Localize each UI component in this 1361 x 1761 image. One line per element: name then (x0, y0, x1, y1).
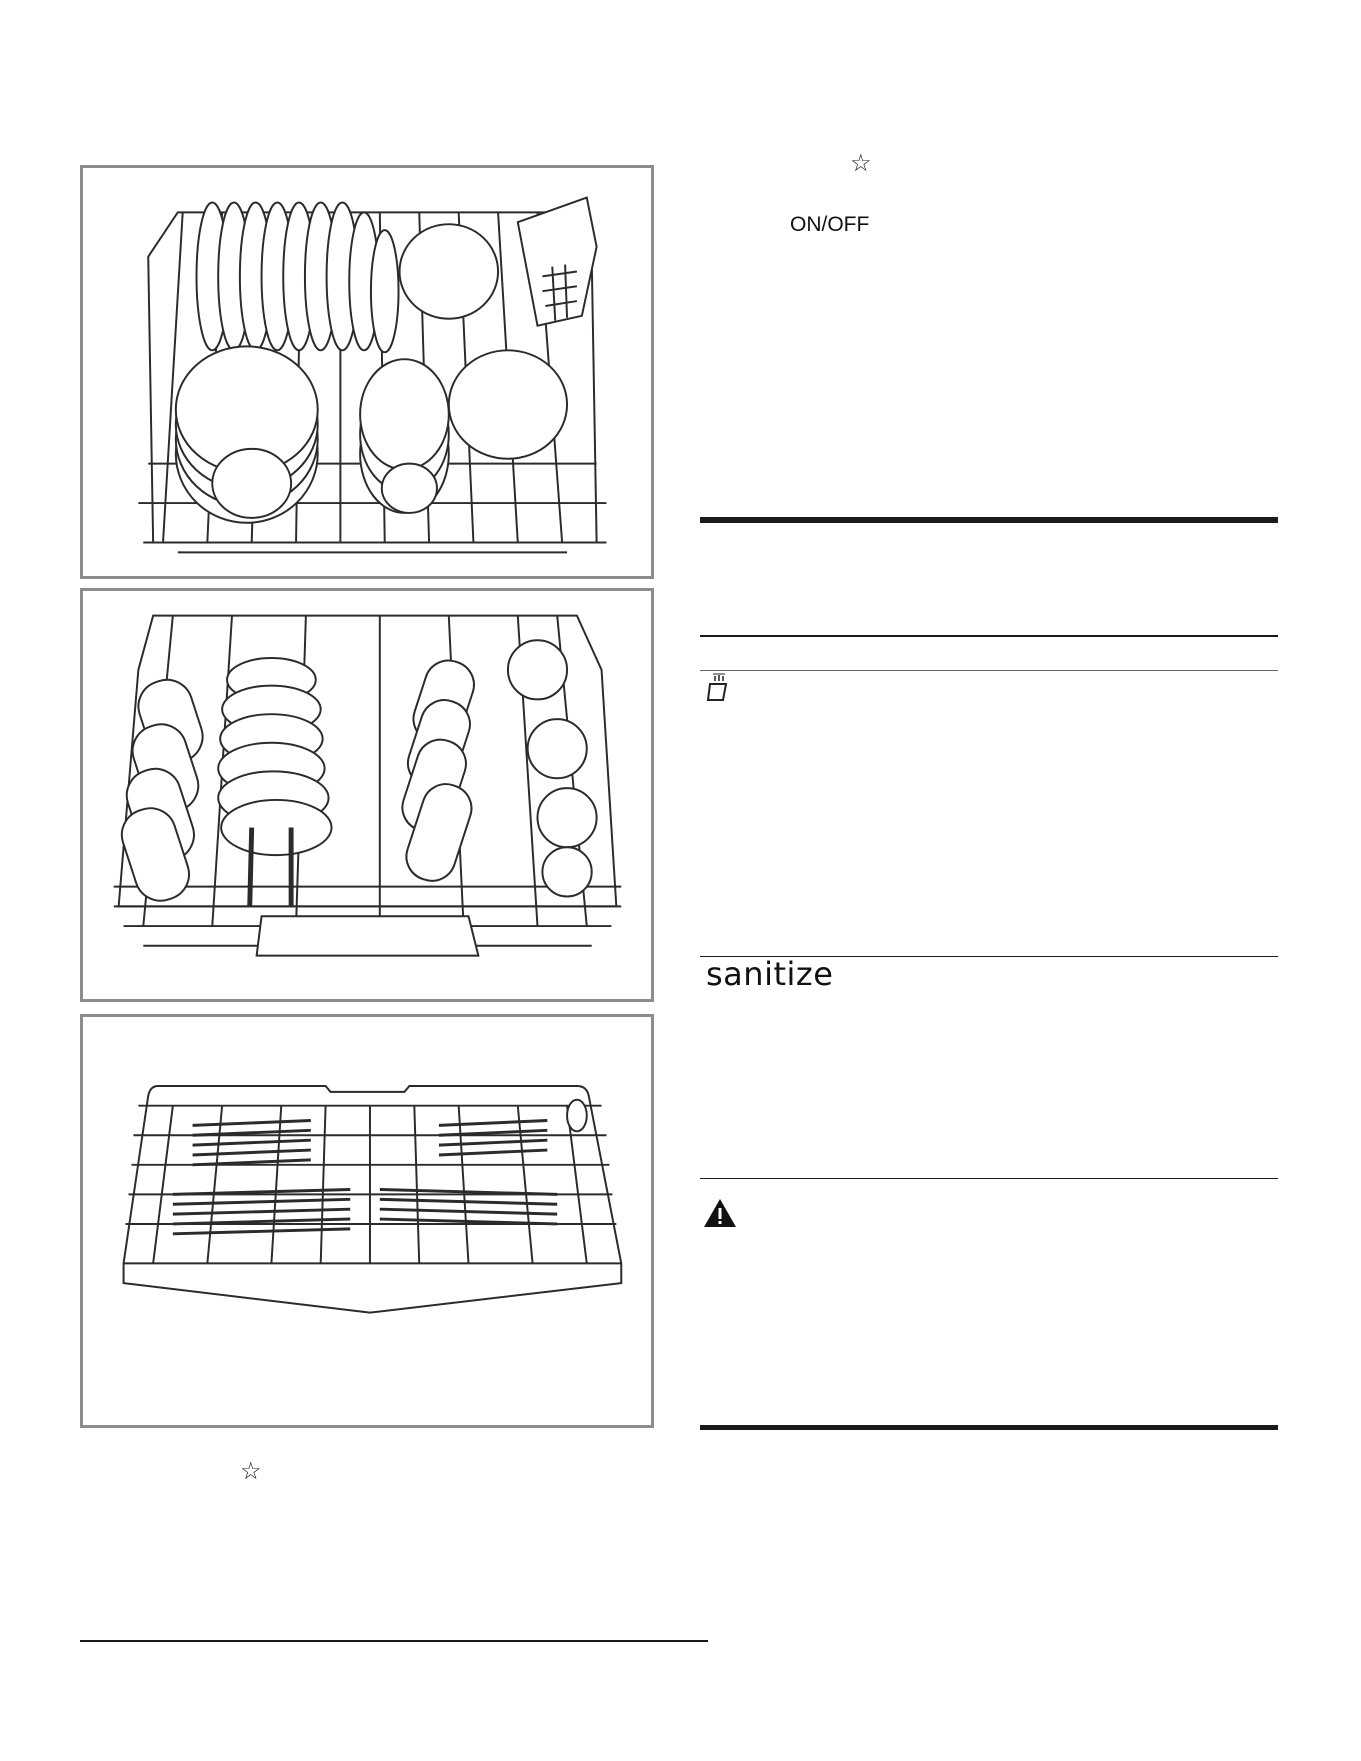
table-bottom-rule (700, 1425, 1278, 1430)
warning-triangle-icon (703, 1198, 737, 1228)
table-row-rule (700, 670, 1278, 671)
star-outline-icon: ☆ (850, 150, 872, 177)
cutlery-tray-drawing (83, 1017, 651, 1425)
rinse-aid-indicator-icon (706, 672, 732, 704)
cutlery-tray-illustration (80, 1014, 654, 1428)
footnote-rule (80, 1640, 708, 1642)
table-header-rule (700, 635, 1278, 637)
onoff-label: ON/OFF (790, 213, 870, 236)
upper-rack-drawing (83, 591, 651, 999)
lower-rack-illustration (80, 165, 654, 579)
upper-rack-illustration (80, 588, 654, 1002)
table-top-rule (700, 517, 1278, 523)
star-outline-icon: ☆ (240, 1458, 262, 1485)
table-row-rule (700, 1178, 1278, 1179)
lower-rack-drawing (83, 168, 651, 576)
sanitize-label: sanitize (706, 955, 834, 993)
